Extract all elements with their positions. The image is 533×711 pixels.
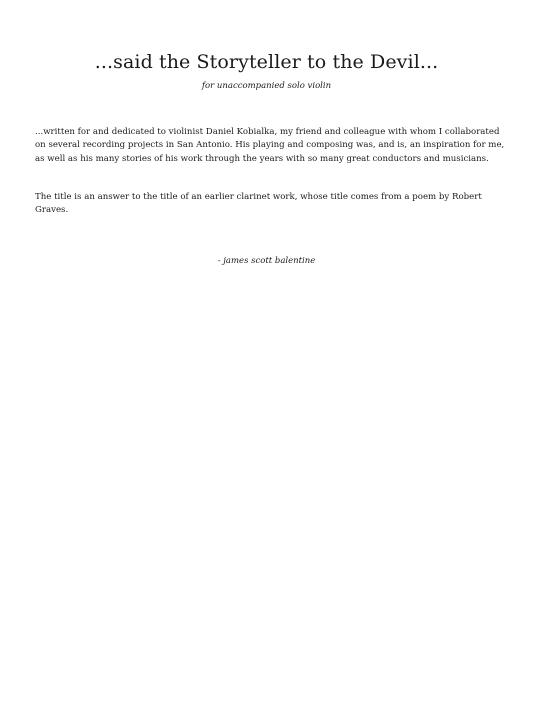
title-note-paragraph: The title is an answer to the title of an earlier clarinet work, whose title comes from a poem by Robert Graves. [35, 192, 482, 216]
page-title: ...said the Storyteller to the Devil... [94, 51, 439, 73]
page-subtitle: for unaccompanied solo violin [201, 81, 332, 91]
dedication-paragraph: ...written for and dedicated to violinist Daniel Kobialka, my friend and colleague with whom I collaborated on several recording projects in San Antonio. His playing and composing was, and is, an inspiration for me, as well as his many stories of his work through the years with so many great conductors and musicians. [35, 127, 505, 164]
author-signature: - james scott balentine [217, 256, 316, 266]
